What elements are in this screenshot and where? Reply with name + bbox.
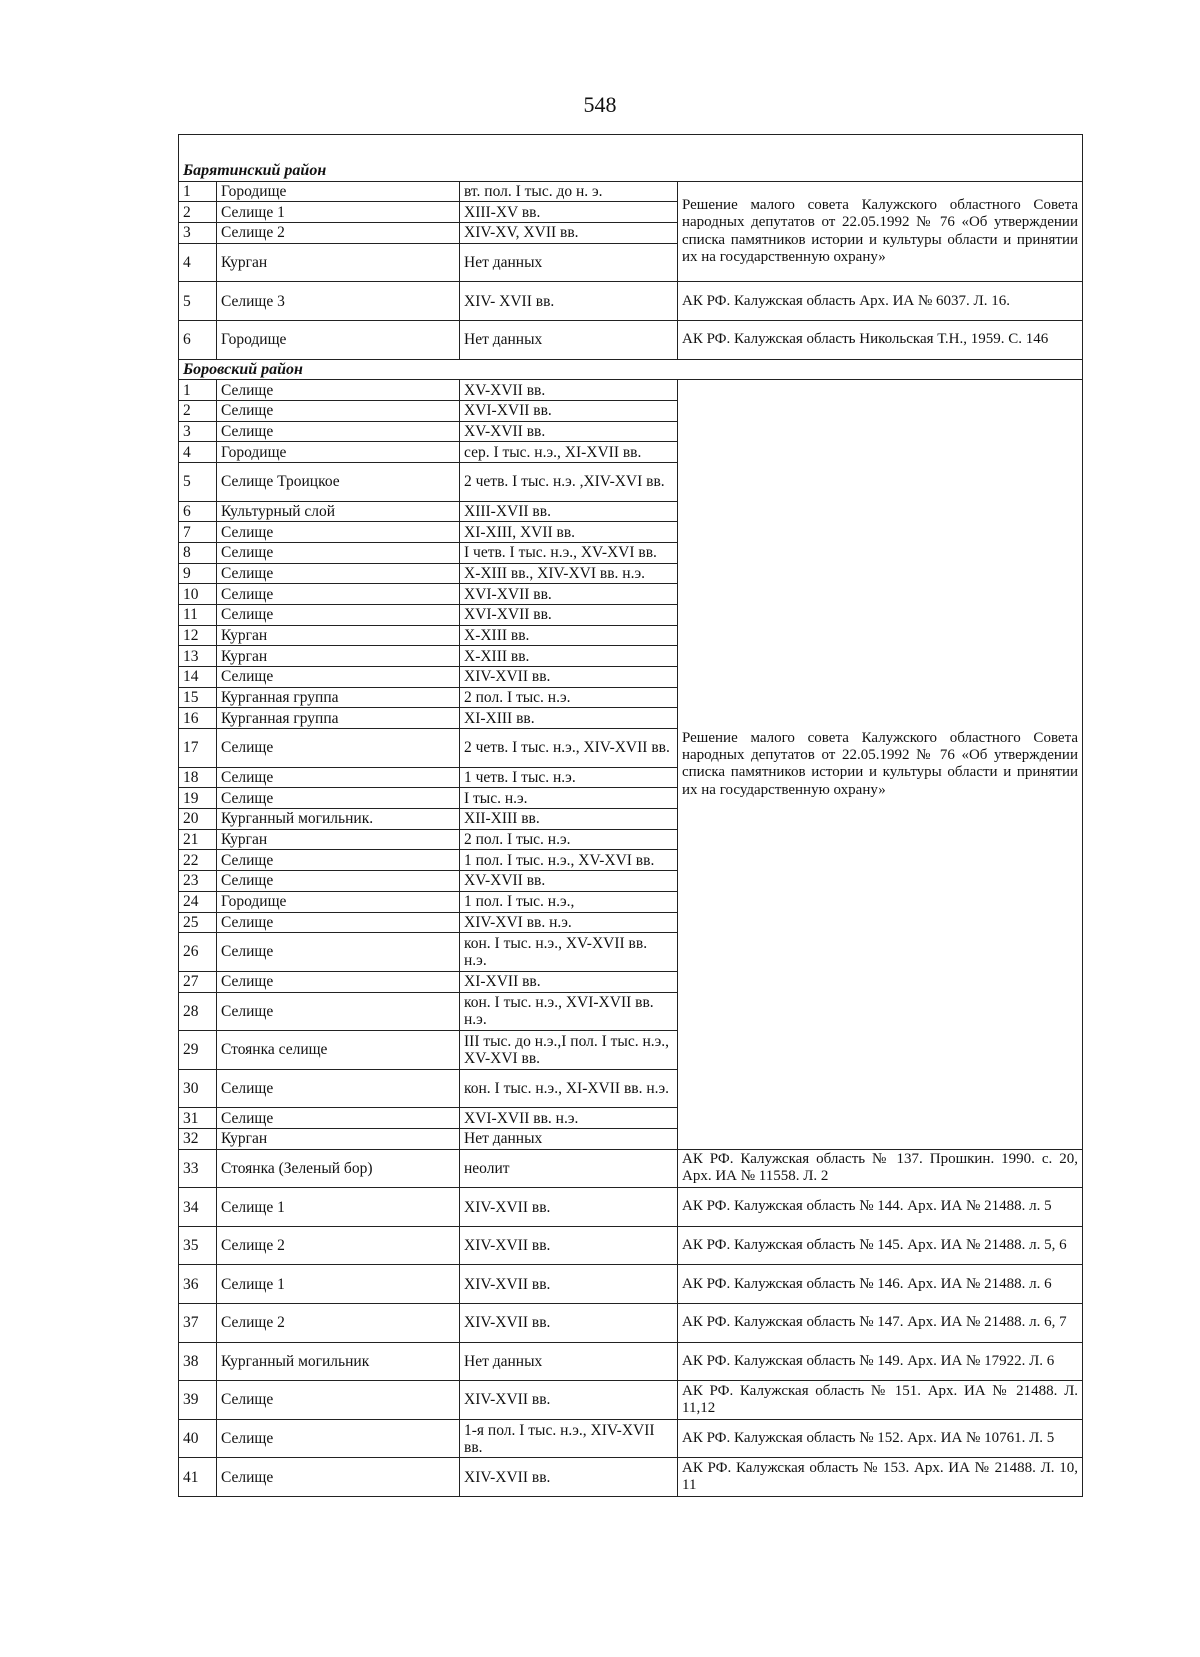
- legal-basis: АК РФ. Калужская область Арх. ИА № 6037. Л. 16.: [678, 282, 1083, 321]
- monument-name: Селище: [217, 1381, 460, 1420]
- row-number: 2: [179, 202, 217, 223]
- row-number: 8: [179, 542, 217, 563]
- monument-name: Селище: [217, 605, 460, 626]
- row-number: 39: [179, 1381, 217, 1420]
- row-number: 37: [179, 1304, 217, 1343]
- table-row: [179, 1419, 1083, 1458]
- monument-name: Селище 2: [217, 1226, 460, 1265]
- row-number: 21: [179, 829, 217, 850]
- row-number: 34: [179, 1188, 217, 1227]
- row-number: 26: [179, 933, 217, 972]
- row-number: 17: [179, 729, 217, 768]
- legal-basis: АК РФ. Калужская область № 149. Арх. ИА № 17922. Л. 6: [678, 1342, 1083, 1381]
- monument-date: 1 пол. I тыс. н.э.,: [460, 891, 678, 912]
- table-row: [179, 181, 1083, 202]
- monument-date: XII-XIII вв.: [460, 809, 678, 830]
- monument-name: Селище: [217, 971, 460, 992]
- monument-date: кон. I тыс. н.э., XV-XVII вв. н.э.: [460, 933, 678, 972]
- monument-date: XI-XIII вв.: [460, 708, 678, 729]
- monument-date: XIV-XVII вв.: [460, 667, 678, 688]
- monument-date: 2 четв. I тыс. н.э., XIV-XVII вв.: [460, 729, 678, 768]
- monument-date: Нет данных: [460, 320, 678, 359]
- legal-basis: АК РФ. Калужская область № 146. Арх. ИА № 21488. л. 6: [678, 1265, 1083, 1304]
- table-row: [179, 1265, 1083, 1304]
- row-number: 30: [179, 1069, 217, 1108]
- legal-basis: Решение малого совета Калужского областного Совета народных депутатов от 22.05.1992 № 76 «Об утверждении списка памятников истории и культуры области и принятии их на государственную охрану»: [678, 380, 1083, 1149]
- monument-name: Селище: [217, 563, 460, 584]
- row-number: 5: [179, 282, 217, 321]
- row-number: 28: [179, 992, 217, 1031]
- row-number: 1: [179, 181, 217, 202]
- table-row: [179, 282, 1083, 321]
- monument-date: XVI-XVII вв.: [460, 400, 678, 421]
- monument-name: Курганный могильник: [217, 1342, 460, 1381]
- row-number: 9: [179, 563, 217, 584]
- monument-name: Селище: [217, 1419, 460, 1458]
- monument-name: Городище: [217, 181, 460, 202]
- monument-date: 2 пол. I тыс. н.э.: [460, 687, 678, 708]
- monument-name: Селище: [217, 542, 460, 563]
- monument-name: Курган: [217, 829, 460, 850]
- table-row: [179, 380, 1083, 401]
- table-row: [179, 1188, 1083, 1227]
- monument-date: XIV-XVII вв.: [460, 1188, 678, 1227]
- legal-basis: АК РФ. Калужская область № 152. Арх. ИА № 10761. Л. 5: [678, 1419, 1083, 1458]
- table-top-spacer: [179, 135, 1083, 161]
- row-number: 36: [179, 1265, 217, 1304]
- monument-name: Селище: [217, 1069, 460, 1108]
- monument-name: Селище Троицкое: [217, 462, 460, 501]
- row-number: 35: [179, 1226, 217, 1265]
- row-number: 2: [179, 400, 217, 421]
- table-row: [179, 1342, 1083, 1381]
- row-number: 15: [179, 687, 217, 708]
- row-number: 22: [179, 850, 217, 871]
- row-number: 1: [179, 380, 217, 401]
- monument-date: X-XIII вв., XIV-XVI вв. н.э.: [460, 563, 678, 584]
- monument-date: XI-XIII, XVII вв.: [460, 522, 678, 543]
- monuments-table: [178, 134, 1083, 1497]
- monument-name: Стоянка селище: [217, 1031, 460, 1070]
- monument-date: XIV-XVII вв.: [460, 1226, 678, 1265]
- row-number: 32: [179, 1128, 217, 1149]
- monument-date: 1 пол. I тыс. н.э., XV-XVI вв.: [460, 850, 678, 871]
- monument-name: Селище: [217, 522, 460, 543]
- monument-date: Нет данных: [460, 1128, 678, 1149]
- row-number: 7: [179, 522, 217, 543]
- row-number: 5: [179, 462, 217, 501]
- monument-name: Селище: [217, 788, 460, 809]
- monument-date: XVI-XVII вв.: [460, 584, 678, 605]
- legal-basis: АК РФ. Калужская область № 144. Арх. ИА № 21488. л. 5: [678, 1188, 1083, 1227]
- monument-date: кон. I тыс. н.э., XVI-XVII вв. н.э.: [460, 992, 678, 1031]
- row-number: 4: [179, 442, 217, 463]
- row-number: 4: [179, 243, 217, 282]
- legal-basis: АК РФ. Калужская область № 145. Арх. ИА № 21488. л. 5, 6: [678, 1226, 1083, 1265]
- row-number: 24: [179, 891, 217, 912]
- row-number: 10: [179, 584, 217, 605]
- monument-name: Селище: [217, 1108, 460, 1129]
- monument-name: Селище: [217, 767, 460, 788]
- legal-basis: Решение малого совета Калужского областного Совета народных депутатов от 22.05.1992 № 76 «Об утверждении списка памятников истории и культуры области и принятии их на государственную охрану»: [678, 181, 1083, 282]
- monument-name: Селище: [217, 871, 460, 892]
- monument-date: XIV- XVII вв.: [460, 282, 678, 321]
- row-number: 19: [179, 788, 217, 809]
- monument-date: XI-XVII вв.: [460, 971, 678, 992]
- monument-name: Курганная группа: [217, 708, 460, 729]
- monument-date: кон. I тыс. н.э., XI-XVII вв. н.э.: [460, 1069, 678, 1108]
- monument-name: Селище: [217, 992, 460, 1031]
- row-number: 23: [179, 871, 217, 892]
- row-number: 6: [179, 320, 217, 359]
- monument-name: Курган: [217, 646, 460, 667]
- monument-name: Селище: [217, 850, 460, 871]
- row-number: 40: [179, 1419, 217, 1458]
- row-number: 31: [179, 1108, 217, 1129]
- monument-date: 1 четв. I тыс. н.э.: [460, 767, 678, 788]
- row-number: 6: [179, 501, 217, 522]
- monument-date: I четв. I тыс. н.э., XV-XVI вв.: [460, 542, 678, 563]
- page-number: 548: [583, 92, 617, 117]
- monument-name: Селище: [217, 933, 460, 972]
- table-row: [179, 1149, 1083, 1188]
- legal-basis: АК РФ. Калужская область Никольская Т.Н., 1959. С. 146: [678, 320, 1083, 359]
- monument-name: Селище: [217, 380, 460, 401]
- monument-date: XIV-XVII вв.: [460, 1265, 678, 1304]
- monument-name: Курган: [217, 1128, 460, 1149]
- monument-date: неолит: [460, 1149, 678, 1188]
- row-number: 16: [179, 708, 217, 729]
- table-row: [179, 1381, 1083, 1420]
- row-number: 41: [179, 1458, 217, 1497]
- row-number: 25: [179, 912, 217, 933]
- row-number: 12: [179, 625, 217, 646]
- row-number: 18: [179, 767, 217, 788]
- monument-date: XIV-XVII вв.: [460, 1304, 678, 1343]
- monument-name: Селище: [217, 667, 460, 688]
- monument-date: XIV-XV, XVII вв.: [460, 223, 678, 244]
- monument-name: Культурный слой: [217, 501, 460, 522]
- district-name: Барятинский район: [179, 161, 1083, 182]
- monument-name: Городище: [217, 442, 460, 463]
- monument-name: Селище 1: [217, 1265, 460, 1304]
- monument-name: Городище: [217, 891, 460, 912]
- monument-date: XV-XVII вв.: [460, 421, 678, 442]
- row-number: 29: [179, 1031, 217, 1070]
- row-number: 20: [179, 809, 217, 830]
- monument-date: Нет данных: [460, 243, 678, 282]
- monument-date: XIV-XVII вв.: [460, 1381, 678, 1420]
- row-number: 33: [179, 1149, 217, 1188]
- row-number: 11: [179, 605, 217, 626]
- row-number: 14: [179, 667, 217, 688]
- monument-date: 2 пол. I тыс. н.э.: [460, 829, 678, 850]
- monument-name: Селище 1: [217, 202, 460, 223]
- monument-date: XIV-XVI вв. н.э.: [460, 912, 678, 933]
- monument-name: Селище 3: [217, 282, 460, 321]
- monument-date: XVI-XVII вв. н.э.: [460, 1108, 678, 1129]
- legal-basis: АК РФ. Калужская область № 151. Арх. ИА № 21488. Л. 11,12: [678, 1381, 1083, 1420]
- monument-name: Селище: [217, 912, 460, 933]
- monument-name: Селище 1: [217, 1188, 460, 1227]
- row-number: 3: [179, 223, 217, 244]
- monument-date: XIV-XVII вв.: [460, 1458, 678, 1497]
- monument-date: сер. I тыс. н.э., XI-XVII вв.: [460, 442, 678, 463]
- table-row: [179, 1304, 1083, 1343]
- monument-date: III тыс. до н.э.,I пол. I тыс. н.э., XV-XVI вв.: [460, 1031, 678, 1070]
- legal-basis: АК РФ. Калужская область № 147. Арх. ИА № 21488. л. 6, 7: [678, 1304, 1083, 1343]
- district-header-row: [179, 359, 1083, 380]
- legal-basis: АК РФ. Калужская область № 153. Арх. ИА № 21488. Л. 10, 11: [678, 1458, 1083, 1497]
- monument-name: Курганный могильник.: [217, 809, 460, 830]
- table-row: [179, 320, 1083, 359]
- district-header-row: [179, 161, 1083, 182]
- monument-date: XV-XVII вв.: [460, 871, 678, 892]
- monument-date: 2 четв. I тыс. н.э. ,XIV-XVI вв.: [460, 462, 678, 501]
- monument-name: Курганная группа: [217, 687, 460, 708]
- monument-name: Курган: [217, 243, 460, 282]
- monument-date: XV-XVII вв.: [460, 380, 678, 401]
- monument-date: I тыс. н.э.: [460, 788, 678, 809]
- monument-name: Селище 2: [217, 1304, 460, 1343]
- monument-date: XIII-XVII вв.: [460, 501, 678, 522]
- monument-name: Городище: [217, 320, 460, 359]
- monument-name: Селище: [217, 400, 460, 421]
- monument-name: Селище: [217, 729, 460, 768]
- table-row: [179, 1458, 1083, 1497]
- monument-date: XVI-XVII вв.: [460, 605, 678, 626]
- monument-date: XIII-XV вв.: [460, 202, 678, 223]
- monument-name: Селище: [217, 584, 460, 605]
- row-number: 13: [179, 646, 217, 667]
- monument-name: Стоянка (Зеленый бор): [217, 1149, 460, 1188]
- monument-date: Нет данных: [460, 1342, 678, 1381]
- row-number: 3: [179, 421, 217, 442]
- monument-name: Селище 2: [217, 223, 460, 244]
- row-number: 27: [179, 971, 217, 992]
- monument-date: 1-я пол. I тыс. н.э., XIV-XVII вв.: [460, 1419, 678, 1458]
- monument-date: X-XIII вв.: [460, 646, 678, 667]
- legal-basis: АК РФ. Калужская область № 137. Прошкин. 1990. с. 20, Арх. ИА № 11558. Л. 2: [678, 1149, 1083, 1188]
- table-row: [179, 1226, 1083, 1265]
- row-number: 38: [179, 1342, 217, 1381]
- monument-name: Селище: [217, 421, 460, 442]
- district-name: Боровский район: [179, 359, 1083, 380]
- monument-date: вт. пол. I тыс. до н. э.: [460, 181, 678, 202]
- monument-name: Курган: [217, 625, 460, 646]
- monument-name: Селище: [217, 1458, 460, 1497]
- monument-date: X-XIII вв.: [460, 625, 678, 646]
